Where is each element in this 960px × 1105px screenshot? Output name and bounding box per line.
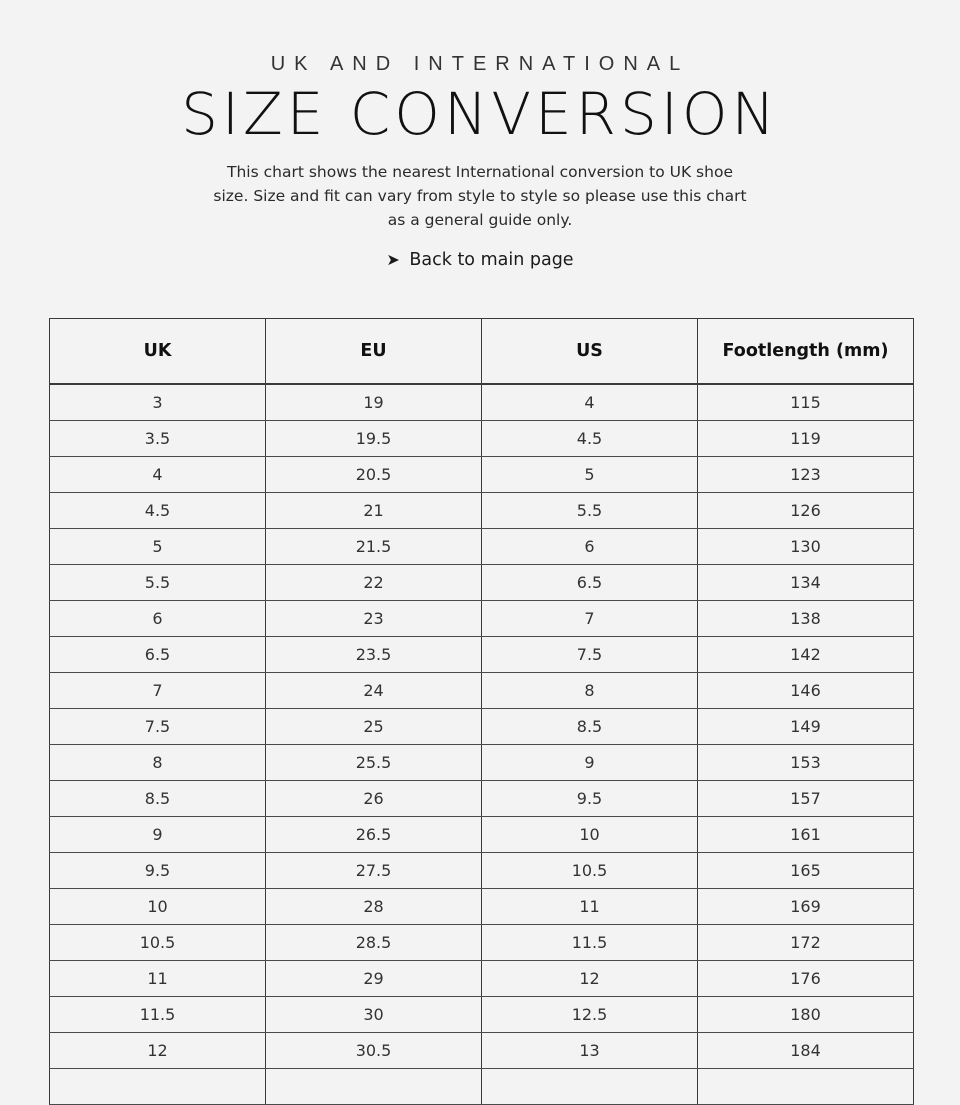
cell-footlength: 142: [698, 637, 914, 673]
table-row: [50, 529, 914, 565]
table-row: [50, 493, 914, 529]
cell-us: 4.5: [482, 421, 698, 457]
cell-us: 7: [482, 601, 698, 637]
cell-eu: 22: [266, 565, 482, 601]
page-title: SIZE CONVERSION: [181, 80, 779, 148]
cell-us: 13: [482, 1033, 698, 1069]
table-header-row: [50, 319, 914, 385]
cell-us: 9.5: [482, 781, 698, 817]
cell-eu: 28: [266, 889, 482, 925]
page-eyebrow: UK AND INTERNATIONAL: [270, 53, 690, 75]
table-row: [50, 384, 914, 421]
table-row: [50, 997, 914, 1033]
cell-uk: 5.5: [50, 565, 266, 601]
size-conversion-table: [49, 318, 914, 1105]
back-link-label: Back to main page: [409, 250, 574, 270]
cell-eu: [266, 1069, 482, 1105]
cell-footlength: 126: [698, 493, 914, 529]
cell-us: 6: [482, 529, 698, 565]
cell-footlength: 123: [698, 457, 914, 493]
cell-eu: 30: [266, 997, 482, 1033]
cell-us: 10: [482, 817, 698, 853]
cell-uk: 9.5: [50, 853, 266, 889]
table-body: [50, 384, 914, 1105]
cell-eu: 29: [266, 961, 482, 997]
cell-us: 8: [482, 673, 698, 709]
cell-uk: 7: [50, 673, 266, 709]
cell-footlength: 134: [698, 565, 914, 601]
cell-uk: 4.5: [50, 493, 266, 529]
cell-footlength: 157: [698, 781, 914, 817]
table-row: [50, 853, 914, 889]
cell-us: 7.5: [482, 637, 698, 673]
cell-uk: 4: [50, 457, 266, 493]
cell-us: 12.5: [482, 997, 698, 1033]
table-row: [50, 925, 914, 961]
cell-footlength: 130: [698, 529, 914, 565]
cell-uk: 8.5: [50, 781, 266, 817]
table-row: [50, 673, 914, 709]
cell-uk: 6: [50, 601, 266, 637]
cell-eu: 23: [266, 601, 482, 637]
cell-footlength: 119: [698, 421, 914, 457]
column-header-uk: UK: [50, 319, 266, 385]
cell-uk: 3.5: [50, 421, 266, 457]
cell-eu: 28.5: [266, 925, 482, 961]
cell-uk: 9: [50, 817, 266, 853]
cell-footlength: 146: [698, 673, 914, 709]
column-header-us: US: [482, 319, 698, 385]
cell-us: 12: [482, 961, 698, 997]
cell-uk: 5: [50, 529, 266, 565]
cell-eu: 20.5: [266, 457, 482, 493]
table-row: [50, 1033, 914, 1069]
cell-eu: 21.5: [266, 529, 482, 565]
cell-footlength: 161: [698, 817, 914, 853]
cell-eu: 26: [266, 781, 482, 817]
cell-uk: [50, 1069, 266, 1105]
cell-uk: 12: [50, 1033, 266, 1069]
cell-us: 5.5: [482, 493, 698, 529]
cell-eu: 19.5: [266, 421, 482, 457]
table-row: [50, 421, 914, 457]
table-row: [50, 745, 914, 781]
table-row: [50, 889, 914, 925]
cell-eu: 27.5: [266, 853, 482, 889]
cell-eu: 26.5: [266, 817, 482, 853]
table-row: [50, 961, 914, 997]
cell-us: 11.5: [482, 925, 698, 961]
cell-us: 9: [482, 745, 698, 781]
intro-text: This chart shows the nearest International conversion to UK shoe size. Size and fit can vary from style to style so please use this chart as a general guide only.: [213, 163, 747, 229]
cell-uk: 3: [50, 384, 266, 421]
cell-eu: 30.5: [266, 1033, 482, 1069]
cell-footlength: 184: [698, 1033, 914, 1069]
cell-eu: 25.5: [266, 745, 482, 781]
cell-footlength: 172: [698, 925, 914, 961]
cell-eu: 25: [266, 709, 482, 745]
table-row: [50, 637, 914, 673]
cell-us: 10.5: [482, 853, 698, 889]
table-row: [50, 709, 914, 745]
cell-footlength: 169: [698, 889, 914, 925]
cell-us: 8.5: [482, 709, 698, 745]
cell-footlength: 153: [698, 745, 914, 781]
back-to-main-link[interactable]: [0, 248, 960, 272]
cell-footlength: 115: [698, 384, 914, 421]
cell-footlength: 180: [698, 997, 914, 1033]
column-header-eu: EU: [266, 319, 482, 385]
table-row: [50, 781, 914, 817]
arrow-right-icon: ➤: [386, 250, 400, 269]
cell-footlength: [698, 1069, 914, 1105]
cell-footlength: 149: [698, 709, 914, 745]
cell-eu: 23.5: [266, 637, 482, 673]
cell-us: 6.5: [482, 565, 698, 601]
table-row: [50, 817, 914, 853]
cell-us: 5: [482, 457, 698, 493]
column-header-footlength: Footlength (mm): [698, 319, 914, 385]
cell-uk: 7.5: [50, 709, 266, 745]
cell-us: [482, 1069, 698, 1105]
table-row: [50, 601, 914, 637]
cell-eu: 24: [266, 673, 482, 709]
cell-us: 4: [482, 384, 698, 421]
cell-footlength: 176: [698, 961, 914, 997]
cell-uk: 6.5: [50, 637, 266, 673]
table-row: [50, 1069, 914, 1105]
table-row: [50, 457, 914, 493]
cell-eu: 19: [266, 384, 482, 421]
cell-us: 11: [482, 889, 698, 925]
cell-footlength: 165: [698, 853, 914, 889]
cell-footlength: 138: [698, 601, 914, 637]
cell-eu: 21: [266, 493, 482, 529]
cell-uk: 8: [50, 745, 266, 781]
cell-uk: 11.5: [50, 997, 266, 1033]
table-row: [50, 565, 914, 601]
cell-uk: 10.5: [50, 925, 266, 961]
cell-uk: 10: [50, 889, 266, 925]
cell-uk: 11: [50, 961, 266, 997]
